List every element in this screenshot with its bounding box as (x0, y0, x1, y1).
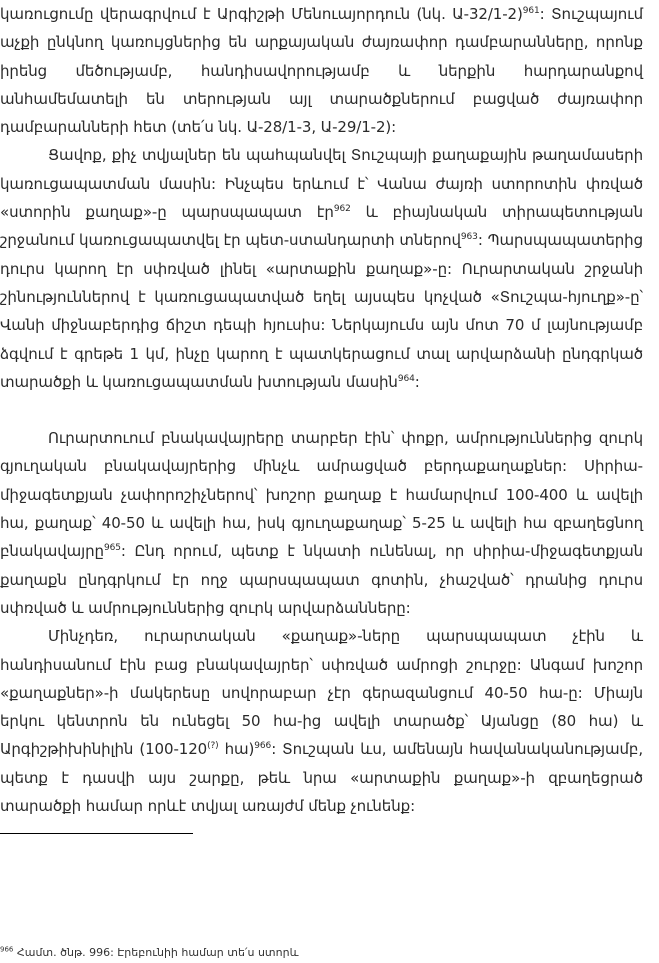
footnote-ref: 963 (460, 232, 478, 243)
paragraph-3 (0, 424, 643, 622)
paragraph-text: կառուցումը վերագրվում է Արգիշթի Մենուայորդուն (նկ. Ա-32/1-2) (0, 5, 523, 23)
paragraph-text: : Տուշպան ևս, ամենայն հավանականությամբ, պետք է դասվի այս շարքը, թեև նրա «արտաքին քաղաք»-ի զբաղեցրած տարածքի համար որևէ տվյալ առայժմ մենք չունենք: (0, 740, 643, 816)
footnote-ref: 961 (522, 6, 540, 16)
footnote-ref: 964 (397, 373, 415, 384)
footnote-separator (0, 833, 193, 834)
footnote-966 (0, 946, 643, 960)
paragraph-text: Ցավոք, քիչ տվյալներ են պահպանվել Տուշպայի քաղաքային թաղամասերի կառուցապատման մասին: Ինչպես երևում է՝ Վանա ժայռի ստորոտին փռված «ստորին քաղաք»-ը պարսպապատ էր (0, 146, 643, 222)
footnote-ref: (?) (207, 741, 219, 752)
paragraph-2 (0, 141, 643, 396)
paragraph-4 (0, 622, 643, 820)
footnote-ref: 962 (333, 204, 351, 215)
paragraph-text: : (414, 372, 420, 391)
footnote-text: Համտ. ծնթ. 996: Էրեբունիի համար տե՛ս ստորև (13, 946, 299, 959)
footnote-ref: 965 (103, 543, 121, 554)
paragraph-text: Մինչդեռ, ուրարտական «քաղաք»-ները պարսպապատ չէին և հանդիսանում էին բաց բնակավայրեր՝ սփռված ամրոցի շուրջը: Անգամ խոշոր «քաղաքներ»-ի մակերեսը սովորաբար չէր գերազանցում 40-50 հա-ը: Միայն երկու կենտրոն են ունեցել 50 հա-ից ավելի տարածք՝ Այանցը (80 հա) և Արգիշթիխինիլին (100-120 (0, 627, 643, 759)
paragraph-text: Ուրարտուում բնակավայրերը տարբեր էին՝ փոքր, ամրություններից զուրկ գյուղական բնակավայրերից մինչև ամրացված բերդաքաղաքներ: Սիրիա-միջագետքյան չափորոշիչներով՝ խոշոր քաղաք է համարվում 100-400 և ավելի հա, քաղաք՝ 40-50 և ավելի հա, իսկ գյուղաքաղաք՝ 5-25 և ավելի հա զբաղեցնող բնակավայրը (0, 429, 643, 561)
footnote-number: 966 (0, 945, 14, 954)
paragraph-text: հա) (218, 740, 255, 759)
footnote-ref: 966 (254, 741, 272, 752)
paragraph-text: : Պարսպապատերից դուրս կարող էր սփռված լինել «արտաքին քաղաք»-ը: Ուրարտական շրջանի շինություններով է կառուցապատված եղել այսպես կոչված «Տուշպա-հյուղք»-ը՝ Վանի միջնաբերդից ճիշտ դեպի հյուսիս: Ներկայումս այն մոտ 70 մ լայնությամբ ձգվում է գրեթե 1 կմ, ինչը կարող է պատկերացում տալ արվարձանի ընդգրկած տարածքի և կառուցապատման խտության մասին (0, 231, 643, 391)
paragraph-1 (0, 0, 643, 141)
paragraph-text: : Տուշպայում աչքի ընկնող կառույցներից են արքայական ժայռափոր դամբարանները, որոնք իրենց մեծությամբ, հանդիսավորությամբ և ներքին հարդարանքով անհամեմատելի են տերության այլ տարածքներում բացված ժայռափոր դամբարանների հետ (տե՛ս նկ. Ա-28/1-3, Ա-29/1-2): (0, 5, 643, 137)
paragraph-text: և բիայնական տիրապետության շրջանում կառուցապատվել էր պետ-ստանդարտի տներով (0, 203, 643, 250)
paragraph-text: : Ընդ որում, պետք է նկատի ունենալ, որ սիրիա-միջագետքյան քաղաքն ընդգրկում էր ողջ պարսպապատ գոտին, չհաշված՝ դրանից դուրս սփռված և ամրություններից զուրկ արվարձանները: (0, 542, 643, 617)
